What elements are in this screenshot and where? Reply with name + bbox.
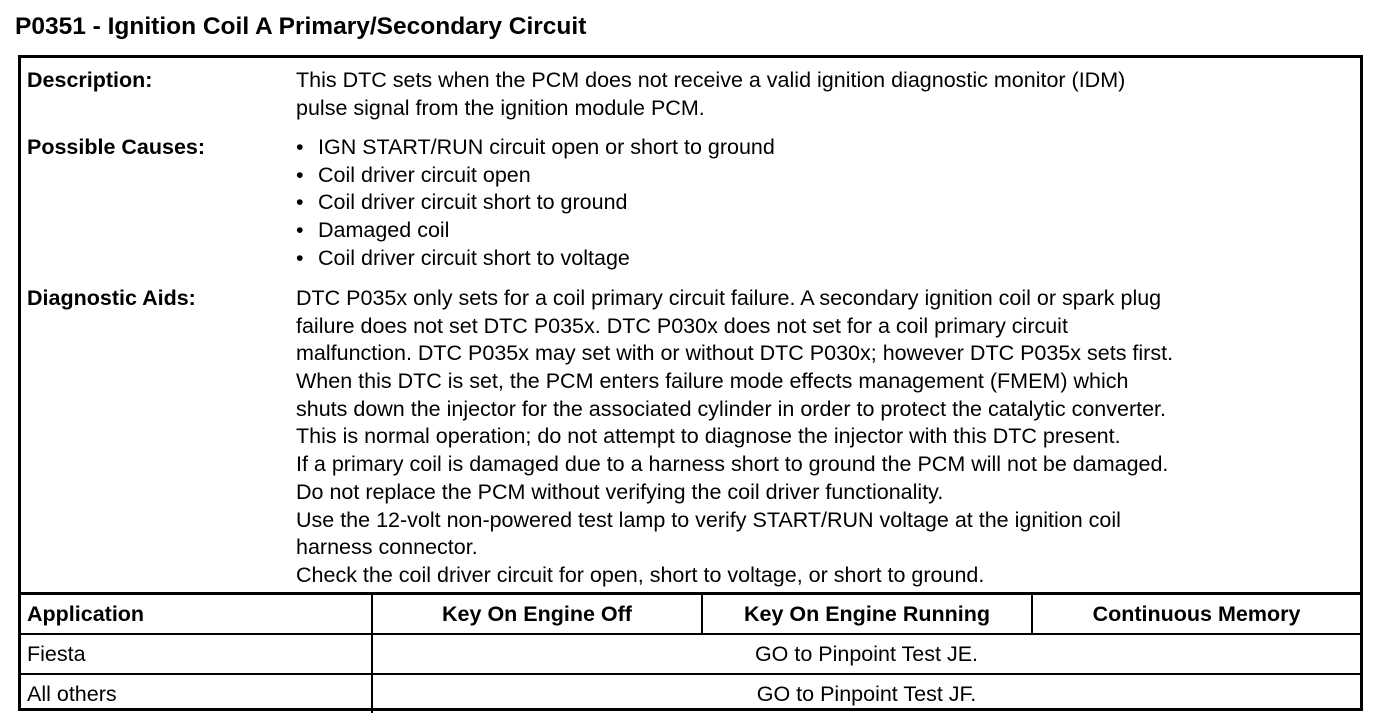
description-line: pulse signal from the ignition module PCM. [296,95,705,120]
diagnostic-aids-line: Use the 12-volt non-powered test lamp to verify START/RUN voltage at the ignition coil [296,507,1121,532]
diagnostic-aids-line: DTC P035x only sets for a coil primary circuit failure. A secondary ignition coil or spark plug [296,286,1162,310]
diagnostic-aids-line: When this DTC is set, the PCM enters failure mode effects management (FMEM) which [296,369,1129,394]
possible-causes-label: Possible Causes: [27,135,206,159]
description-label: Description: [27,68,153,92]
cause-list-item: • IGN START/RUN circuit open or short to ground [296,134,775,162]
table-row [21,635,1360,675]
diagnostic-aids-line: Do not replace the PCM without verifying the coil driver functionality. [296,479,944,504]
diagnostic-aids-line: harness connector. [296,535,478,560]
action-cell: GO to Pinpoint Test JF. [756,682,977,706]
application-cell: Fiesta [27,642,86,666]
header-koer: Key On Engine Running [743,602,991,626]
description-text [296,67,1125,122]
dtc-info-section [21,58,1360,595]
diagnostic-aids-line: failure does not set DTC P035x. DTC P030x does not set for a coil primary circuit [296,313,1068,338]
possible-causes-list [296,134,775,272]
diagnostic-aids-label: Diagnostic Aids: [27,286,196,310]
header-continuous-memory: Continuous Memory [1092,602,1301,626]
description-line: This DTC sets when the PCM does not receive a valid ignition diagnostic monitor (IDM) [296,68,1126,92]
cause-list-item: • Coil driver circuit short to ground [296,189,775,217]
page-title: P0351 - Ignition Coil A Primary/Secondary Circuit [15,13,587,40]
cause-list-item: • Coil driver circuit short to voltage [296,245,775,273]
diagnostic-aids-text [296,285,1173,590]
diagnostic-aids-line: shuts down the injector for the associated cylinder in order to protect the catalytic converter. [296,396,1167,421]
cause-list-item: • Coil driver circuit open [296,162,775,190]
diagnostic-aids-line: If a primary coil is damaged due to a harness short to ground the PCM will not be damaged. [296,452,1169,477]
dtc-table [18,55,1363,711]
table-header-row [21,595,1360,635]
action-cell: GO to Pinpoint Test JE. [754,642,979,666]
diagnostic-aids-line: malfunction. DTC P035x may set with or without DTC P030x; however DTC P035x sets first. [296,341,1174,366]
cause-list-item: • Damaged coil [296,217,775,245]
diagnostic-aids-line: Check the coil driver circuit for open, short to voltage, or short to ground. [296,562,985,587]
table-row [21,675,1360,713]
application-table [21,595,1360,713]
application-cell: All others [27,682,117,706]
header-application: Application [27,602,145,626]
header-koeo: Key On Engine Off [442,602,632,626]
diagnostic-aids-line: This is normal operation; do not attempt to diagnose the injector with this DTC present. [296,424,1121,449]
